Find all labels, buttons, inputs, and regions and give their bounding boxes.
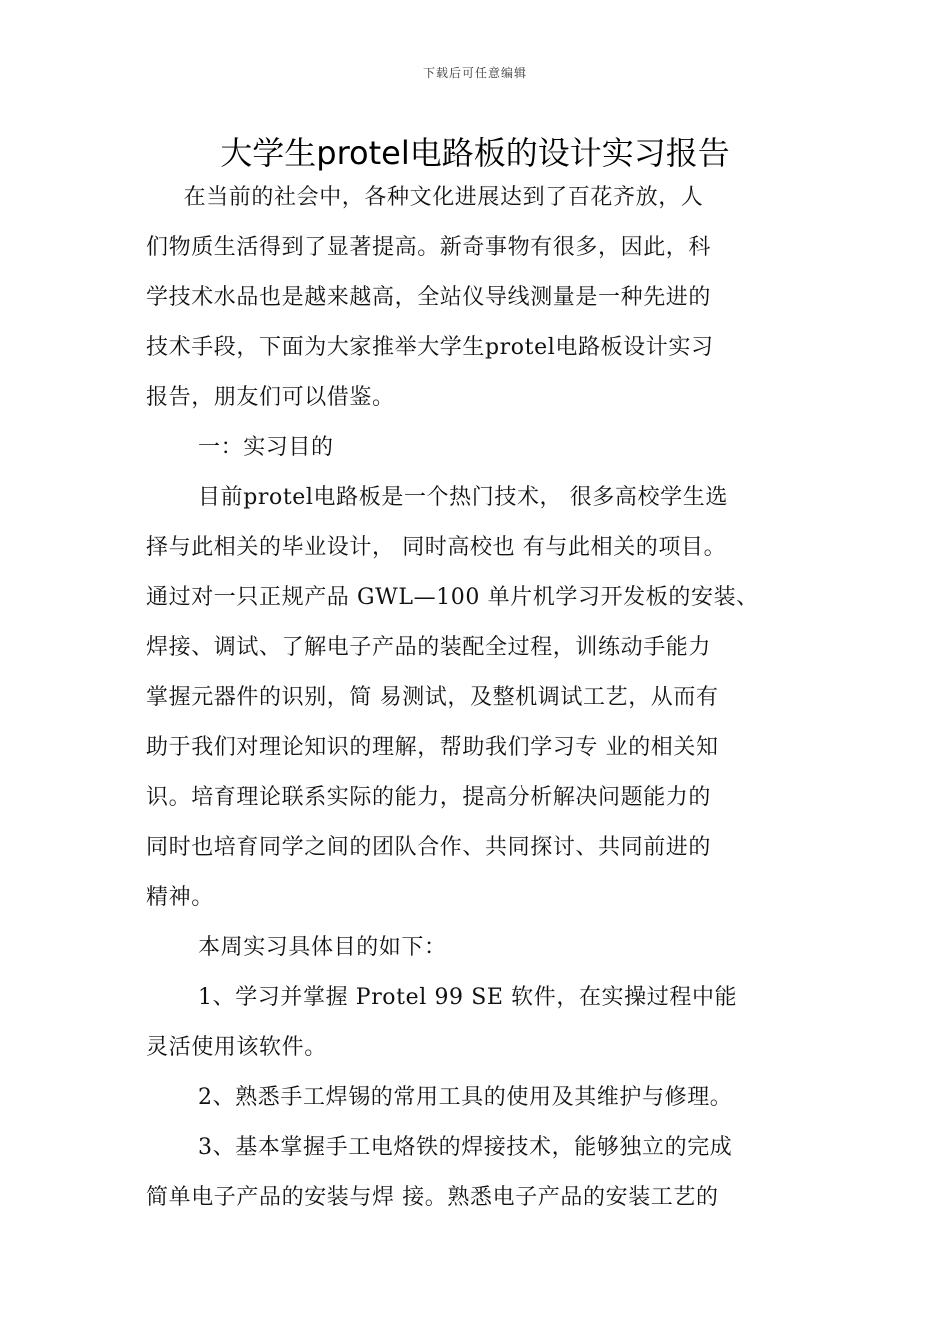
document-body	[146, 178, 836, 1228]
paragraph-line: 精神。	[146, 885, 214, 910]
paragraph-line: 择与此相关的毕业设计， 同时高校也 有与此相关的项目。	[146, 535, 727, 560]
paragraph-line: 在当前的社会中，各种文化进展达到了百花齐放，人	[176, 185, 704, 210]
paragraph-line: 学技术水品也是越来越高，全站仪导线测量是一种先进的	[146, 285, 712, 310]
paragraph-line: 目前protel电路板是一个热门技术， 很多高校学生选	[198, 485, 728, 510]
list-item: 2、熟悉手工焊锡的常用工具的使用及其维护与修理。	[198, 1085, 733, 1110]
document-title: 大学生protel电路板的设计实习报告	[220, 134, 730, 172]
paragraph-line: 识。培育理论联系实际的能力，提高分析解决问题能力的	[146, 785, 712, 810]
paragraph-line: 们物质生活得到了显著提高。新奇事物有很多，因此，科	[146, 235, 712, 260]
section-heading: 一：实习目的	[198, 435, 334, 460]
paragraph-line: 焊接、调试、了解电子产品的装配全过程，训练动手能力	[146, 635, 712, 660]
paragraph-line: 掌握元器件的识别，简 易测试，及整机调试工艺，从而有	[146, 685, 719, 710]
paragraph-line: 助于我们对理论知识的理解，帮助我们学习专 业的相关知	[146, 735, 719, 760]
paragraph-line: 同时也培育同学之间的团队合作、共同探讨、共同前进的	[146, 835, 712, 860]
paragraph-line: 技术手段，下面为大家推举大学生protel电路板设计实习	[146, 335, 714, 360]
page-header: 下载后可任意编辑	[422, 66, 527, 80]
paragraph-line: 报告，朋友们可以借鉴。	[146, 385, 395, 410]
list-item: 3、基本掌握手工电烙铁的焊接技术，能够独立的完成	[198, 1135, 733, 1160]
list-item-continuation: 灵活使用该软件。	[146, 1035, 327, 1060]
paragraph-line: 通过对一只正规产品 GWL—100 单片机学习开发板的安装、	[146, 585, 759, 610]
paragraph-line: 本周实习具体目的如下：	[198, 935, 447, 960]
list-item-continuation: 简单电子产品的安装与焊 接。熟悉电子产品的安装工艺的	[146, 1185, 719, 1210]
list-item: 1、学习并掌握 Protel 99 SE 软件，在实操过程中能	[198, 985, 738, 1010]
